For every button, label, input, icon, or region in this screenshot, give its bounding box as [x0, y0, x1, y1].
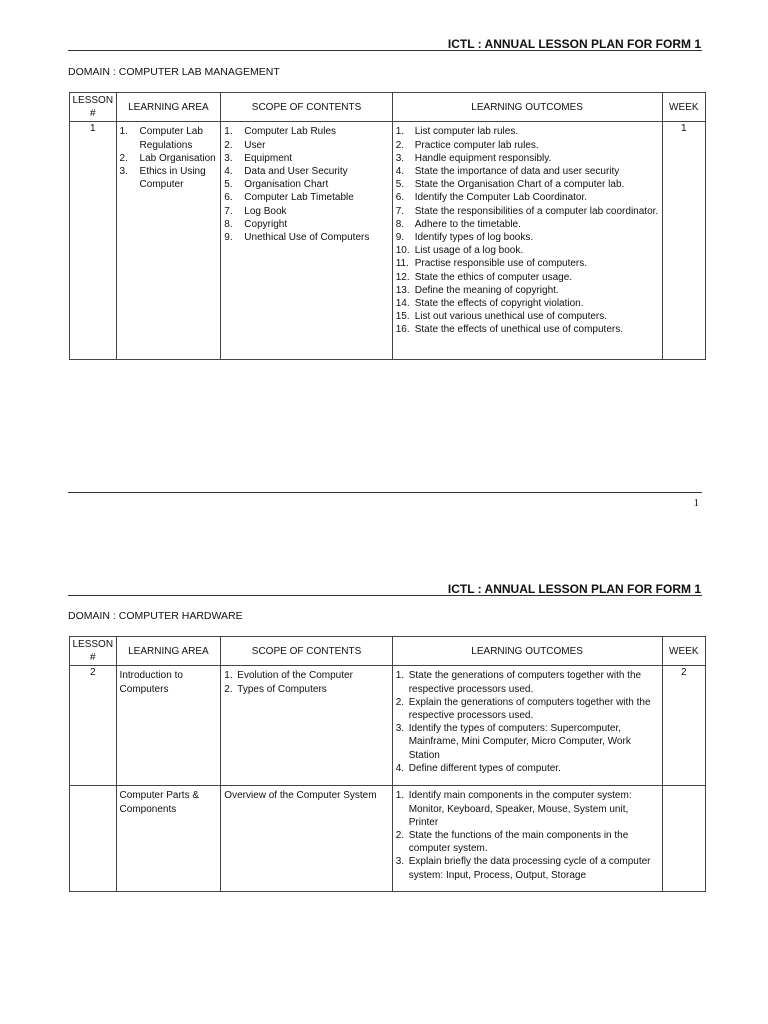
learning-area-text: Introduction to Computers [119, 670, 183, 695]
lesson-plan-table-1 [69, 92, 706, 360]
table-header-row [70, 93, 706, 122]
learning-area-cell [116, 786, 221, 892]
table-header-row [70, 637, 706, 666]
lesson-number: 1 [70, 122, 117, 360]
header-lesson: LESSON # [70, 93, 117, 122]
lesson-number: 2 [70, 666, 117, 786]
list-item: 2. Lab Organisation [119, 152, 216, 164]
list-item: 3. Identify the types of computers: Supercomputer, Mainframe, Mini Computer, Micro Computer, Work Station [395, 723, 631, 761]
list-item: 1. Computer Lab Rules [224, 126, 337, 138]
list-item: 12. State the ethics of computer usage. [395, 271, 573, 283]
list-item: 2. User [224, 139, 266, 151]
outcomes-list [396, 125, 659, 336]
outcomes-list [396, 789, 659, 881]
table-row [70, 786, 706, 892]
page-2-title-rule [68, 595, 702, 596]
list-item: 1. Identify main components in the computer system: Monitor, Keyboard, Speaker, Mouse, System unit, Printer [395, 790, 632, 828]
outcomes-list [396, 669, 659, 775]
page-1-domain: DOMAIN : COMPUTER LAB MANAGEMENT [68, 66, 280, 78]
page-2-domain: DOMAIN : COMPUTER HARDWARE [68, 610, 243, 622]
list-item: 15. List out various unethical use of computers. [395, 311, 608, 323]
page-1-title-rule [68, 50, 702, 51]
list-item: 4. Data and User Security [224, 166, 348, 178]
outcomes-cell [392, 122, 662, 360]
scope-list [224, 669, 388, 695]
list-item: 3. Explain briefly the data processing cycle of a computer system: Input, Process, Output, Storage [395, 856, 651, 881]
list-item: 11. Practise responsible use of computers. [395, 258, 588, 270]
list-item: 7. State the responsibilities of a computer lab coordinator. [395, 205, 659, 217]
list-item: 9. Unethical Use of Computers [224, 232, 370, 244]
header-learning-area: LEARNING AREA [116, 637, 221, 666]
table-row [70, 122, 706, 360]
learning-area-text: Computer Parts & Components [119, 790, 200, 815]
header-learning-area: LEARNING AREA [116, 93, 221, 122]
scope-cell [221, 122, 392, 360]
list-item: 14. State the effects of copyright violation. [395, 298, 584, 310]
list-item: 5. State the Organisation Chart of a computer lab. [395, 179, 625, 191]
header-scope: SCOPE OF CONTENTS [221, 93, 392, 122]
list-item: 10. List usage of a log book. [395, 245, 524, 257]
outcomes-cell [392, 666, 662, 786]
lesson-number-continued [70, 786, 117, 892]
scope-cell [221, 666, 392, 786]
list-item: 4. State the importance of data and user security [395, 166, 620, 178]
list-item: 9. Identify types of log books. [395, 232, 534, 244]
list-item: 1. Evolution of the Computer [224, 670, 353, 682]
list-item: 7. Log Book [224, 205, 287, 217]
list-item: 8. Adhere to the timetable. [395, 218, 521, 230]
page-1-footer-rule [68, 492, 702, 493]
header-outcomes: LEARNING OUTCOMES [392, 637, 662, 666]
header-week: WEEK [662, 637, 705, 666]
list-item: 2. State the functions of the main components in the computer system. [395, 830, 629, 855]
scope-list [224, 125, 388, 244]
list-item: 2. Explain the generations of computers together with the respective processors used. [395, 696, 651, 722]
header-scope: SCOPE OF CONTENTS [221, 637, 392, 666]
list-item: 2. Practice computer lab rules. [395, 139, 539, 151]
table-row [70, 666, 706, 786]
list-item: 3. Handle equipment responsibly. [395, 152, 552, 164]
list-item: 5. Organisation Chart [224, 179, 329, 191]
list-item: 1. List computer lab rules. [395, 126, 519, 138]
learning-area-cell [116, 666, 221, 786]
list-item: 1. State the generations of computers together with the respective processors used. [395, 670, 642, 695]
page-number: 1 [693, 497, 699, 509]
scope-cell [221, 786, 392, 892]
list-item: 3. Ethics in Using Computer [119, 166, 206, 191]
list-item: 6. Identify the Computer Lab Coordinator. [395, 192, 588, 204]
header-outcomes: LEARNING OUTCOMES [392, 93, 662, 122]
list-item: 3. Equipment [224, 152, 293, 164]
learning-area-cell [116, 122, 221, 360]
page-2-title: ICTL : ANNUAL LESSON PLAN FOR FORM 1 [447, 582, 701, 596]
header-lesson: LESSON # [70, 637, 117, 666]
page-1-title: ICTL : ANNUAL LESSON PLAN FOR FORM 1 [447, 37, 701, 51]
week-number: 2 [662, 666, 705, 786]
list-item: 2. Types of Computers [224, 683, 327, 695]
week-number: 1 [662, 122, 705, 360]
scope-text: Overview of the Computer System [224, 790, 377, 802]
header-week: WEEK [662, 93, 705, 122]
list-item: 6. Computer Lab Timetable [224, 192, 354, 204]
learning-area-list [120, 125, 218, 191]
week-number-continued [662, 786, 705, 892]
list-item: 1. Computer Lab Regulations [119, 126, 203, 151]
list-item: 16. State the effects of unethical use of computers. [395, 324, 623, 336]
outcomes-cell [392, 786, 662, 892]
list-item: 4. Define different types of computer. [395, 762, 561, 774]
list-item: 13. Define the meaning of copyright. [395, 284, 559, 296]
lesson-plan-table-2 [69, 636, 706, 892]
list-item: 8. Copyright [224, 218, 288, 230]
